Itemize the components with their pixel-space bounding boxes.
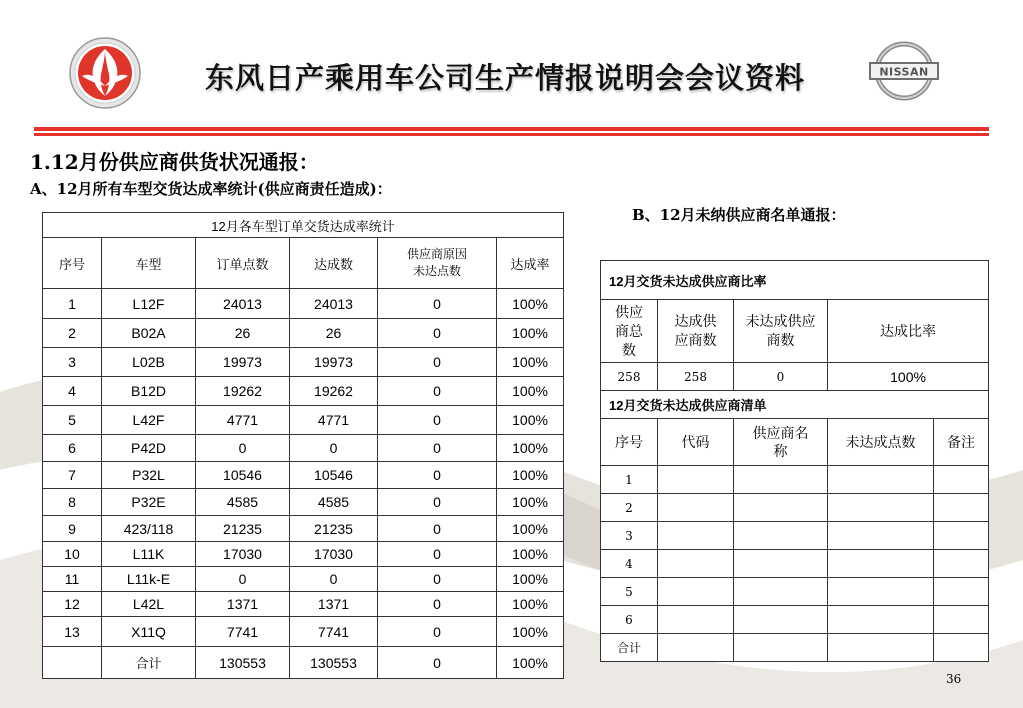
table-cell: 100% — [497, 489, 564, 516]
table-cell: 0 — [290, 567, 378, 592]
row-number-cell: 3 — [601, 522, 658, 550]
table-cell: 17030 — [290, 542, 378, 567]
table-cell: B12D — [102, 377, 196, 406]
table-cell: 100% — [497, 348, 564, 377]
table-cell: P32E — [102, 489, 196, 516]
table-a-body — [43, 289, 564, 647]
row-number-cell: 4 — [601, 550, 658, 578]
table-cell: 0 — [378, 406, 497, 435]
table-a-header-row — [43, 238, 564, 289]
table-row — [43, 516, 564, 542]
header-cell: 车型 — [102, 238, 196, 289]
table-cell: L12F — [102, 289, 196, 319]
table-cell: 0 — [378, 567, 497, 592]
table-cell: 0 — [378, 319, 497, 348]
empty-cell — [658, 606, 734, 634]
table-cell: 100% — [497, 516, 564, 542]
nissan-logo — [866, 40, 942, 102]
table-cell: 0 — [378, 617, 497, 647]
table-a-total-row — [43, 647, 564, 679]
title-divider-bottom — [34, 133, 989, 136]
table-cell: 100% — [497, 462, 564, 489]
empty-cell — [934, 634, 989, 662]
table-cell: L42F — [102, 406, 196, 435]
table-cell: 2 — [43, 319, 102, 348]
empty-cell — [934, 550, 989, 578]
table-cell: 19973 — [196, 348, 290, 377]
table-cell: 13 — [43, 617, 102, 647]
table-cell: B02A — [102, 319, 196, 348]
table-cell: 0 — [378, 348, 497, 377]
table-cell: 6 — [43, 435, 102, 462]
empty-cell — [734, 606, 828, 634]
header-cell: 达成率 — [497, 238, 564, 289]
value-cell: 0 — [734, 363, 828, 391]
table-cell: 26 — [196, 319, 290, 348]
empty-cell — [658, 466, 734, 494]
table-b-ratio-values-row — [601, 363, 989, 391]
header-cell — [601, 300, 658, 363]
table-b-list-header-row — [601, 419, 989, 466]
total-cell: 0 — [378, 647, 497, 679]
row-number-cell: 1 — [601, 466, 658, 494]
table-row — [601, 578, 989, 606]
header-cell-text: 供应商名称 — [752, 425, 809, 459]
empty-cell — [934, 494, 989, 522]
total-cell: 130553 — [196, 647, 290, 679]
table-row — [43, 462, 564, 489]
table-row — [43, 348, 564, 377]
dongfeng-logo — [68, 36, 142, 110]
model-delivery-rate-table — [42, 212, 564, 679]
header-cell: 备注 — [934, 419, 989, 466]
empty-cell — [658, 522, 734, 550]
table-b-ratio-header-row — [601, 300, 989, 363]
table-b-ratio-caption: 12月交货未达成供应商比率 — [601, 261, 989, 300]
table-cell: 9 — [43, 516, 102, 542]
table-row — [601, 494, 989, 522]
table-cell: 5 — [43, 406, 102, 435]
table-cell: 100% — [497, 592, 564, 617]
table-cell: 7 — [43, 462, 102, 489]
table-cell: 4771 — [290, 406, 378, 435]
table-a-caption: 12月各车型订单交货达成率统计 — [43, 213, 564, 238]
table-cell: 10546 — [290, 462, 378, 489]
empty-cell — [828, 522, 934, 550]
empty-cell — [828, 634, 934, 662]
total-cell: 100% — [497, 647, 564, 679]
table-cell: 100% — [497, 567, 564, 592]
empty-cell — [734, 634, 828, 662]
table-cell: 0 — [290, 435, 378, 462]
table-row — [43, 592, 564, 617]
table-row — [43, 542, 564, 567]
table-cell: 4 — [43, 377, 102, 406]
table-cell: L42L — [102, 592, 196, 617]
empty-cell — [828, 606, 934, 634]
table-cell: 4585 — [290, 489, 378, 516]
table-row — [43, 377, 564, 406]
value-cell: 258 — [658, 363, 734, 391]
table-cell: 17030 — [196, 542, 290, 567]
header-cell: 达成数 — [290, 238, 378, 289]
table-cell: 10546 — [196, 462, 290, 489]
empty-cell — [734, 522, 828, 550]
table-cell: 0 — [378, 435, 497, 462]
table-cell: 100% — [497, 377, 564, 406]
table-cell: 100% — [497, 617, 564, 647]
empty-cell — [828, 466, 934, 494]
table-cell: 0 — [196, 435, 290, 462]
table-cell: X11Q — [102, 617, 196, 647]
table-cell: 4771 — [196, 406, 290, 435]
table-cell: 0 — [378, 516, 497, 542]
table-cell: 0 — [378, 489, 497, 516]
header-cell — [734, 419, 828, 466]
table-cell: 100% — [497, 406, 564, 435]
table-cell: 100% — [497, 542, 564, 567]
row-number-cell: 5 — [601, 578, 658, 606]
table-cell: 3 — [43, 348, 102, 377]
table-row — [601, 550, 989, 578]
table-cell: 12 — [43, 592, 102, 617]
page-title: 东风日产乘用车公司生产情报说明会会议资料 — [204, 61, 805, 95]
header-cell — [378, 238, 497, 289]
header-cell: 代码 — [658, 419, 734, 466]
svg-text:NISSAN: NISSAN — [879, 65, 929, 79]
header-cell: 订单点数 — [196, 238, 290, 289]
total-cell: 合计 — [102, 647, 196, 679]
empty-cell — [658, 550, 734, 578]
table-cell: 8 — [43, 489, 102, 516]
value-cell: 258 — [601, 363, 658, 391]
section-a-heading: A、12月所有车型交货达成率统计(供应商责任造成)： — [30, 180, 392, 198]
header-cell: 达成比率 — [828, 300, 989, 363]
table-cell: 0 — [196, 567, 290, 592]
table-cell: P42D — [102, 435, 196, 462]
empty-cell — [734, 466, 828, 494]
empty-cell — [658, 634, 734, 662]
table-row — [43, 289, 564, 319]
table-cell: 1 — [43, 289, 102, 319]
table-cell: L11k-E — [102, 567, 196, 592]
table-cell: 21235 — [290, 516, 378, 542]
empty-cell — [828, 578, 934, 606]
table-cell: 7741 — [290, 617, 378, 647]
header-cell: 序号 — [43, 238, 102, 289]
table-cell: 26 — [290, 319, 378, 348]
table-row — [43, 406, 564, 435]
section-heading: 1.12月份供应商供货状况通报： — [30, 150, 319, 174]
page-number: 36 — [946, 672, 962, 686]
empty-cell — [734, 578, 828, 606]
row-number-cell: 6 — [601, 606, 658, 634]
header-cell-text: 供应商原因未达点数 — [406, 247, 467, 278]
table-cell: 24013 — [196, 289, 290, 319]
empty-cell — [734, 494, 828, 522]
table-cell: 0 — [378, 289, 497, 319]
empty-cell — [828, 494, 934, 522]
table-row — [43, 617, 564, 647]
table-cell: 4585 — [196, 489, 290, 516]
header-cell-text: 供应商总数 — [615, 303, 643, 358]
supplier-shortfall-table — [600, 260, 989, 662]
table-cell: 0 — [378, 542, 497, 567]
table-cell: 7741 — [196, 617, 290, 647]
table-cell: 0 — [378, 462, 497, 489]
table-row — [43, 489, 564, 516]
empty-cell — [934, 606, 989, 634]
empty-cell — [934, 522, 989, 550]
table-cell: 19973 — [290, 348, 378, 377]
value-cell: 100% — [828, 363, 989, 391]
table-cell: 19262 — [290, 377, 378, 406]
table-row — [43, 435, 564, 462]
table-cell: 100% — [497, 435, 564, 462]
header-cell — [658, 300, 734, 363]
total-cell — [43, 647, 102, 679]
table-cell: L02B — [102, 348, 196, 377]
table-b-total-row — [601, 634, 989, 662]
empty-cell — [934, 578, 989, 606]
table-row — [601, 606, 989, 634]
empty-cell — [734, 550, 828, 578]
header-cell-text: 未达成供应商数 — [745, 313, 816, 348]
empty-cell — [828, 550, 934, 578]
table-row — [601, 522, 989, 550]
table-cell: 100% — [497, 289, 564, 319]
table-row — [43, 319, 564, 348]
total-label-cell: 合计 — [601, 634, 658, 662]
table-cell: 10 — [43, 542, 102, 567]
section-b-heading: B、12月未纳供应商名单通报： — [632, 206, 846, 224]
table-row — [43, 567, 564, 592]
table-cell: 423/118 — [102, 516, 196, 542]
table-cell: 11 — [43, 567, 102, 592]
title-divider-top — [34, 127, 989, 131]
table-cell: 24013 — [290, 289, 378, 319]
header-cell: 序号 — [601, 419, 658, 466]
table-cell: 0 — [378, 592, 497, 617]
table-cell: L11K — [102, 542, 196, 567]
header-cell — [734, 300, 828, 363]
table-cell: P32L — [102, 462, 196, 489]
total-cell: 130553 — [290, 647, 378, 679]
table-b-list-caption: 12月交货未达成供应商清单 — [601, 391, 989, 419]
table-cell: 21235 — [196, 516, 290, 542]
empty-cell — [658, 494, 734, 522]
table-cell: 1371 — [196, 592, 290, 617]
header-cell-text: 达成供应商数 — [674, 313, 717, 348]
empty-cell — [658, 578, 734, 606]
table-cell: 19262 — [196, 377, 290, 406]
table-cell: 0 — [378, 377, 497, 406]
table-cell: 1371 — [290, 592, 378, 617]
table-row — [601, 466, 989, 494]
header-cell: 未达成点数 — [828, 419, 934, 466]
table-cell: 100% — [497, 319, 564, 348]
empty-cell — [934, 466, 989, 494]
row-number-cell: 2 — [601, 494, 658, 522]
table-b-list-body — [601, 466, 989, 634]
